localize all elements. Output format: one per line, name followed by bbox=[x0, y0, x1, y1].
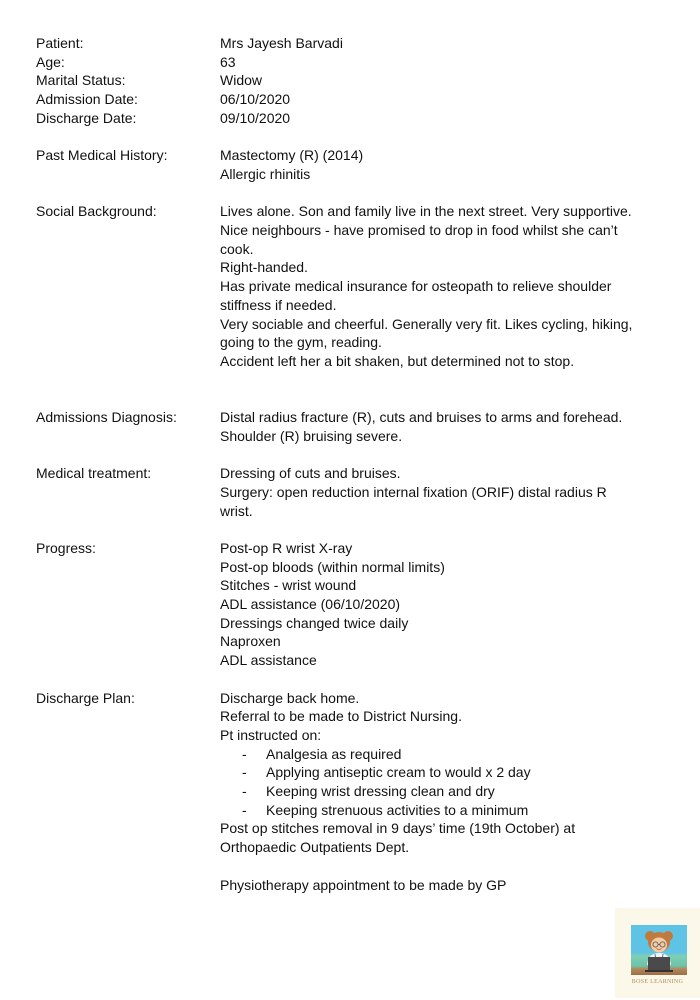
discharge-summary bbox=[36, 34, 636, 894]
discharge-date-label: Discharge Date: bbox=[36, 109, 137, 126]
age-value: 63 bbox=[220, 53, 236, 70]
past-medical-history-section bbox=[36, 146, 636, 183]
instruction-item bbox=[220, 763, 636, 782]
progress-line: Naproxen bbox=[220, 633, 281, 650]
physiotherapy-line: Physiotherapy appointment to be made by GP bbox=[220, 876, 507, 893]
social-line: Accident left her a bit shaken, but determined not to stop. bbox=[220, 352, 575, 369]
admissions-diagnosis-value bbox=[220, 408, 636, 445]
instruction-item bbox=[220, 782, 636, 801]
medical-treatment-label: Medical treatment: bbox=[36, 465, 152, 482]
plan-line: Referral to be made to District Nursing. bbox=[220, 708, 462, 725]
medical-treatment-value bbox=[220, 464, 636, 520]
progress-line: Post-op R wrist X-ray bbox=[220, 539, 353, 556]
plan-line: Post op stitches removal in 9 days’ time (19th October) at Orthopaedic Outpatients Dept. bbox=[220, 820, 576, 856]
age-label: Age: bbox=[36, 53, 65, 70]
instruction-text: Keeping strenuous activities to a minimum bbox=[266, 801, 529, 818]
patient-label: Patient: bbox=[36, 35, 84, 51]
treatment-line: Surgery: open reduction internal fixation (ORIF) distal radius R wrist. bbox=[220, 483, 607, 519]
progress-line: ADL assistance bbox=[220, 652, 317, 669]
instruction-item bbox=[220, 745, 636, 764]
admission-date-value: 06/10/2020 bbox=[220, 91, 291, 108]
patient-name: Mrs Jayesh Barvadi bbox=[220, 35, 343, 51]
admission-date-label: Admission Date: bbox=[36, 91, 138, 108]
marital-status-value: Widow bbox=[220, 72, 263, 89]
treatment-line: Dressing of cuts and bruises. bbox=[220, 465, 401, 482]
social-line: Has private medical insurance for osteopath to relieve shoulder stiffness if needed. bbox=[220, 278, 612, 313]
admission-date-row bbox=[36, 90, 636, 109]
spacer bbox=[220, 857, 636, 876]
social-line: Right-handed. bbox=[220, 259, 308, 276]
dash-bullet-icon: - bbox=[242, 783, 247, 800]
bose-learning-logo bbox=[615, 908, 700, 998]
history-line: Mastectomy (R) (2014) bbox=[220, 147, 364, 164]
dash-bullet-icon: - bbox=[242, 745, 247, 762]
discharge-date-value: 09/10/2020 bbox=[220, 109, 291, 126]
plan-line: Discharge back home. bbox=[220, 689, 360, 706]
progress-line: Post-op bloods (within normal limits) bbox=[220, 558, 445, 575]
social-line: Very sociable and cheerful. Generally very fit. Likes cycling, hiking, going to the gym, reading. bbox=[220, 315, 633, 351]
progress-value bbox=[220, 539, 636, 670]
social-background-value bbox=[220, 202, 636, 370]
instruction-text: Applying antiseptic cream to would x 2 day bbox=[266, 764, 531, 781]
history-line: Allergic rhinitis bbox=[220, 165, 311, 182]
progress-line: Stitches - wrist wound bbox=[220, 577, 357, 594]
progress-label: Progress: bbox=[36, 539, 96, 556]
diagnosis-line: Distal radius fracture (R), cuts and bruises to arms and forehead. Shoulder (R) bruising severe. bbox=[220, 409, 623, 444]
instruction-item bbox=[220, 801, 636, 820]
social-background-label: Social Background: bbox=[36, 203, 157, 220]
instruction-text: Analgesia as required bbox=[266, 745, 402, 762]
progress-line: Dressings changed twice daily bbox=[220, 614, 409, 631]
admissions-diagnosis-label: Admissions Diagnosis: bbox=[36, 409, 177, 426]
discharge-plan-value bbox=[220, 689, 636, 895]
dash-bullet-icon: - bbox=[242, 764, 247, 781]
discharge-plan-label: Discharge Plan: bbox=[36, 689, 135, 706]
marital-status-row bbox=[36, 71, 636, 90]
patient-row bbox=[36, 34, 636, 53]
marital-status-label: Marital Status: bbox=[36, 72, 126, 89]
age-row bbox=[36, 53, 636, 72]
doctor-at-laptop-icon bbox=[631, 925, 687, 975]
social-line: Lives alone. Son and family live in the next street. Very supportive. bbox=[220, 203, 632, 220]
progress-line: ADL assistance (06/10/2020) bbox=[220, 596, 401, 613]
social-line: Nice neighbours - have promised to drop in food whilst she can’t cook. bbox=[220, 222, 618, 257]
discharge-date-row bbox=[36, 109, 636, 128]
logo-caption: BOSE LEARNING bbox=[631, 979, 684, 985]
dash-bullet-icon: - bbox=[242, 801, 247, 818]
social-background-section bbox=[36, 202, 636, 370]
plan-line: Pt instructed on: bbox=[220, 726, 322, 743]
discharge-plan-section bbox=[36, 689, 636, 895]
past-medical-history-label: Past Medical History: bbox=[36, 147, 168, 164]
admissions-diagnosis-section bbox=[36, 408, 636, 445]
progress-section bbox=[36, 539, 636, 670]
instruction-text: Keeping wrist dressing clean and dry bbox=[266, 783, 495, 800]
instruction-list bbox=[220, 745, 636, 820]
past-medical-history-value bbox=[220, 146, 636, 183]
medical-treatment-section bbox=[36, 464, 636, 520]
